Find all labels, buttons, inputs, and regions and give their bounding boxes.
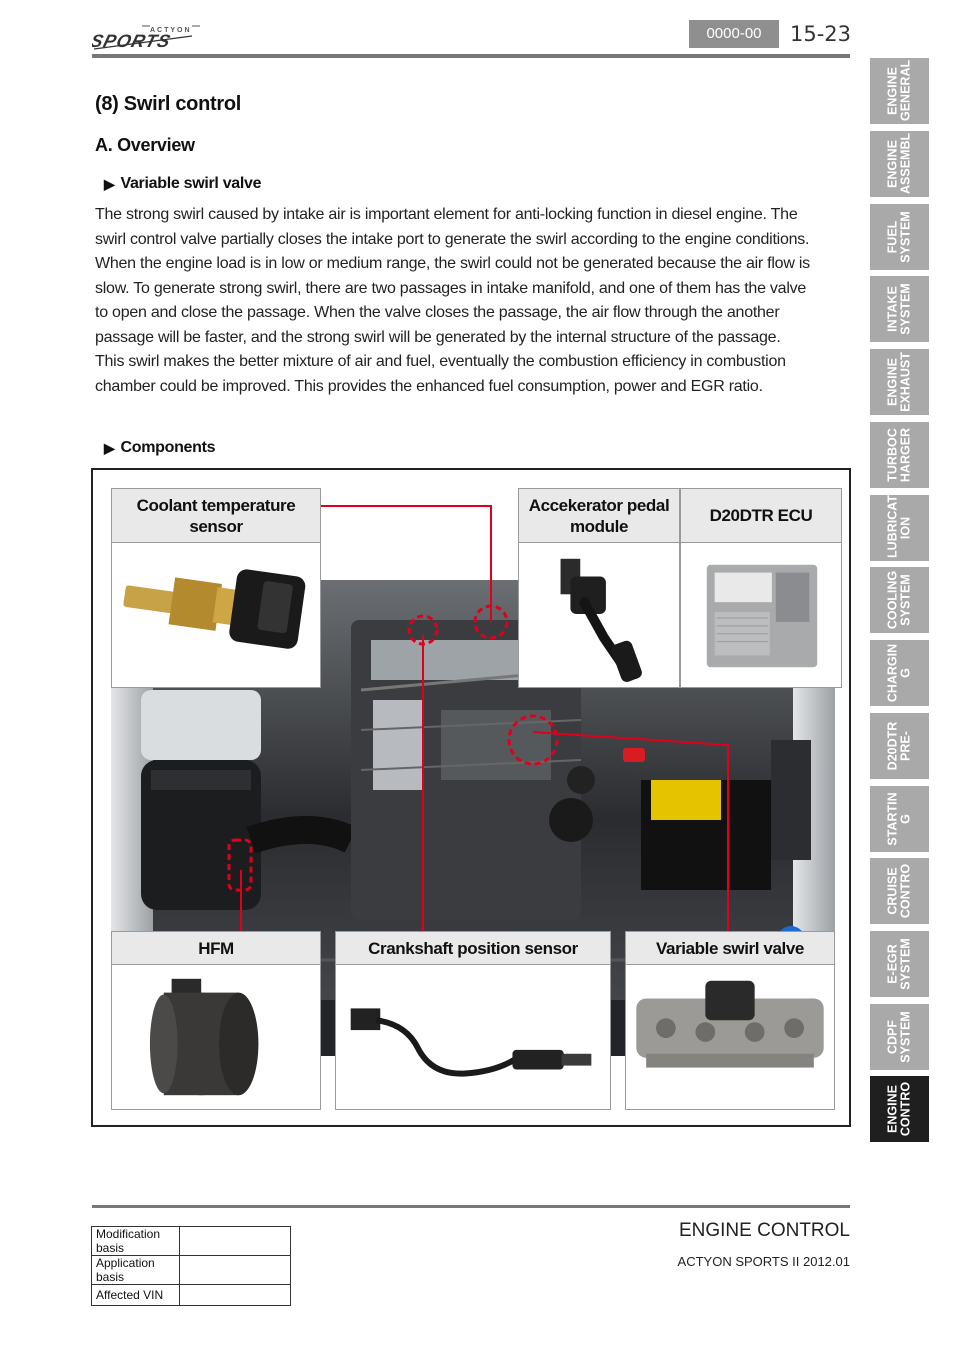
bullet-variable-swirl-valve bbox=[104, 175, 261, 193]
components-figure bbox=[91, 468, 851, 1127]
table-row bbox=[92, 1285, 291, 1306]
triangle-bullet-icon: ▶ bbox=[104, 175, 115, 192]
table-row bbox=[92, 1256, 291, 1285]
overview-paragraph: The strong swirl caused by intake air is important element for anti-locking function in diesel engine. The swirl control valve partially closes the intake port to generate the swirl according to the engine conditions. When the engine load is in low or medium range, the swirl could not be generated because the air flow is slow. To generate strong swirl, there are two passages in intake manifold, and one of them has the valve to open and close the passage. When the valve closes the passage, the air flow through the another passage will be faster, and the strong swirl will be generated by the internal structure of the passage. This swirl makes the better mixture of air and fuel, eventually the combustion efficiency in combustion chamber could be improved. This provides the enhanced fuel consumption, power and EGR ratio. bbox=[95, 206, 810, 395]
bullet-components bbox=[104, 439, 215, 457]
table-value bbox=[180, 1227, 291, 1256]
table-key: Application basis bbox=[92, 1256, 180, 1285]
tab-engine-control[interactable]: ENGINE CONTRO bbox=[870, 1076, 929, 1142]
crankshaft-sensor-photo bbox=[335, 964, 611, 1110]
tab-cooling-system[interactable]: COOLING SYSTEM bbox=[870, 567, 929, 633]
swirl-valve-label: Variable swirl valve bbox=[625, 931, 835, 965]
table-value bbox=[180, 1285, 291, 1306]
table-key: Affected VIN bbox=[92, 1285, 180, 1306]
hfm-label: HFM bbox=[111, 931, 321, 965]
coolant-sensor-label: Coolant temperature sensor bbox=[111, 488, 321, 543]
svg-text:SPORTS: SPORTS bbox=[92, 30, 174, 51]
triangle-bullet-icon: ▶ bbox=[104, 439, 115, 456]
ecu-photo bbox=[680, 542, 842, 688]
tab-d20dtr-pre[interactable]: D20DTR PRE- bbox=[870, 713, 929, 779]
tab-engine-general[interactable]: ENGINE GENERAL bbox=[870, 58, 929, 124]
footer-chapter-title: ENGINE CONTROL bbox=[678, 1220, 850, 1241]
header-rule bbox=[92, 54, 850, 58]
tab-fuel-system[interactable]: FUEL SYSTEM bbox=[870, 204, 929, 270]
subsection-title: A. Overview bbox=[95, 135, 195, 155]
tab-engine-exhaust[interactable]: ENGINE EXHAUST bbox=[870, 349, 929, 415]
tab-starting[interactable]: STARTIN G bbox=[870, 786, 929, 852]
footer-model-year: ACTYON SPORTS II 2012.01 bbox=[677, 1254, 850, 1269]
page-number: 15-23 bbox=[790, 22, 852, 46]
svg-text:ACTYON: ACTYON bbox=[150, 27, 192, 34]
tab-charging[interactable]: CHARGIN G bbox=[870, 640, 929, 706]
bullet-label: Variable swirl valve bbox=[120, 175, 262, 192]
section-title: (8) Swirl control bbox=[95, 93, 242, 115]
crankshaft-sensor-label: Crankshaft position sensor bbox=[335, 931, 611, 965]
footer-rule bbox=[92, 1205, 850, 1208]
table-row bbox=[92, 1227, 291, 1256]
tab-turbocharger[interactable]: TURBOC HARGER bbox=[870, 422, 929, 488]
tab-cruise-control[interactable]: CRUISE CONTRO bbox=[870, 858, 929, 924]
accelerator-pedal-photo bbox=[518, 542, 680, 688]
table-value bbox=[180, 1256, 291, 1285]
hfm-photo bbox=[111, 964, 321, 1110]
swirl-valve-photo bbox=[625, 964, 835, 1110]
section-code-badge: 0000-00 bbox=[689, 20, 779, 48]
tab-e-egr-system[interactable]: E-EGR SYSTEM bbox=[870, 931, 929, 997]
tab-intake-system[interactable]: INTAKE SYSTEM bbox=[870, 276, 929, 342]
bullet-label: Components bbox=[120, 439, 216, 456]
accelerator-pedal-label: Accekerator pedal module bbox=[518, 488, 680, 543]
tab-cdpf-system[interactable]: CDPF SYSTEM bbox=[870, 1004, 929, 1070]
coolant-sensor-photo bbox=[111, 542, 321, 688]
actyon-sports-logo bbox=[92, 22, 207, 52]
tab-lubrication[interactable]: LUBRICAT ION bbox=[870, 495, 929, 561]
ecu-label: D20DTR ECU bbox=[680, 488, 842, 543]
table-key: Modification basis bbox=[92, 1227, 180, 1256]
tab-engine-assembly[interactable]: ENGINE ASSEMBL bbox=[870, 131, 929, 197]
modification-table bbox=[91, 1226, 291, 1306]
